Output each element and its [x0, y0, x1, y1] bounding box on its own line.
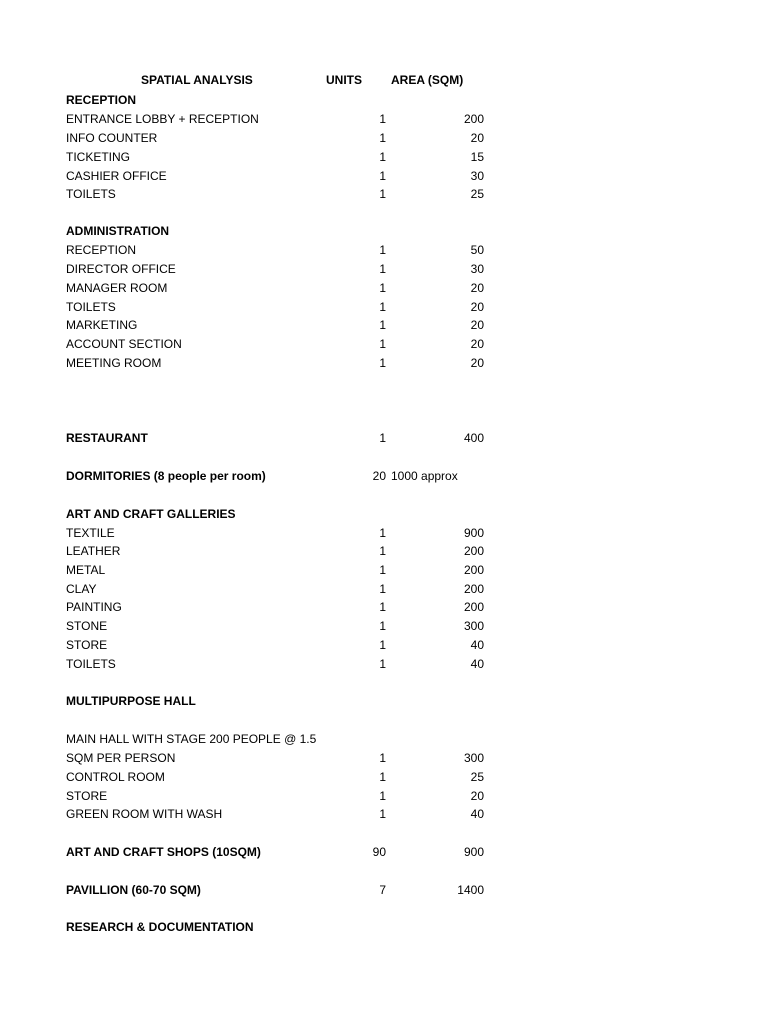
row-units: 1	[379, 657, 386, 671]
table-row-pavillion	[66, 882, 506, 898]
row-area: 400	[463, 431, 484, 445]
row-area: 900	[463, 845, 484, 859]
row-name: DIRECTOR OFFICE	[66, 262, 176, 276]
row-units: 90	[372, 845, 386, 859]
row-name: ENTRANCE LOBBY + RECEPTION	[66, 112, 259, 126]
row-name: ART AND CRAFT GALLERIES	[66, 507, 236, 521]
table-row-dormitories	[66, 468, 506, 484]
row-name: GREEN ROOM WITH WASH	[66, 807, 223, 821]
row-units: 1	[379, 770, 386, 784]
row-area: 1000 approx	[391, 469, 458, 483]
table-row-shops	[66, 844, 506, 860]
table-row	[66, 769, 506, 785]
row-name: RECEPTION	[66, 243, 137, 257]
table-row	[66, 355, 506, 371]
row-units: 1	[379, 751, 386, 765]
row-units: 1	[379, 281, 386, 295]
row-name: STONE	[66, 619, 108, 633]
row-area: 900	[463, 526, 484, 540]
row-units: 1	[379, 318, 386, 332]
row-name: ART AND CRAFT SHOPS (10SQM)	[66, 845, 261, 859]
row-name: PAINTING	[66, 600, 122, 614]
row-area: 200	[463, 582, 484, 596]
row-name: CONTROL ROOM	[66, 770, 165, 784]
row-name: MAIN HALL WITH STAGE 200 PEOPLE @ 1.5	[66, 732, 317, 746]
header-area: AREA (SQM)	[391, 73, 464, 87]
row-name: TICKETING	[66, 150, 131, 164]
table-row	[66, 806, 506, 822]
row-name: LEATHER	[66, 544, 121, 558]
table-row	[66, 562, 506, 578]
row-area: 200	[463, 563, 484, 577]
row-name: TOILETS	[66, 657, 116, 671]
row-units: 1	[379, 262, 386, 276]
row-units: 1	[379, 431, 386, 445]
row-name: PAVILLION (60-70 SQM)	[66, 883, 201, 897]
table-row	[66, 261, 506, 277]
row-area: 20	[470, 131, 484, 145]
row-units: 1	[379, 243, 386, 257]
row-units: 7	[379, 883, 386, 897]
row-area: 20	[470, 789, 484, 803]
row-units: 20	[372, 469, 386, 483]
table-row	[66, 543, 506, 559]
row-area: 20	[470, 356, 484, 370]
section-heading-administration	[66, 223, 506, 239]
table-row	[66, 618, 506, 634]
row-area: 15	[470, 150, 484, 164]
row-units: 1	[379, 150, 386, 164]
table-row-restaurant	[66, 430, 506, 446]
row-area: 40	[470, 807, 484, 821]
table-row	[66, 599, 506, 615]
row-units: 1	[379, 187, 386, 201]
section-heading-research	[66, 919, 506, 935]
table-row	[66, 168, 506, 184]
header-units: UNITS	[326, 73, 362, 87]
row-area: 40	[470, 657, 484, 671]
row-units: 1	[379, 563, 386, 577]
row-units: 1	[379, 356, 386, 370]
row-units: 1	[379, 807, 386, 821]
row-name: INFO COUNTER	[66, 131, 158, 145]
row-area: 300	[463, 751, 484, 765]
section-heading-multipurpose-hall	[66, 693, 506, 709]
row-area: 300	[463, 619, 484, 633]
row-area: 20	[470, 281, 484, 295]
row-name: ADMINISTRATION	[66, 224, 170, 238]
row-name: MEETING ROOM	[66, 356, 162, 370]
row-name: TEXTILE	[66, 526, 115, 540]
row-name: DORMITORIES (8 people per room)	[66, 469, 266, 483]
row-name: STORE	[66, 789, 108, 803]
row-area: 20	[470, 318, 484, 332]
table-row	[66, 299, 506, 315]
table-row	[66, 242, 506, 258]
table-row	[66, 149, 506, 165]
row-area: 30	[470, 262, 484, 276]
row-name: SQM PER PERSON	[66, 751, 176, 765]
table-row	[66, 750, 506, 766]
header-title: SPATIAL ANALYSIS	[141, 73, 253, 87]
row-name: CLAY	[66, 582, 97, 596]
row-name: TOILETS	[66, 187, 116, 201]
row-name: MULTIPURPOSE HALL	[66, 694, 196, 708]
row-units: 1	[379, 600, 386, 614]
row-name: MARKETING	[66, 318, 138, 332]
row-name: RECEPTION	[66, 93, 137, 107]
row-area: 20	[470, 300, 484, 314]
row-area: 50	[470, 243, 484, 257]
row-area: 30	[470, 169, 484, 183]
section-heading-galleries	[66, 506, 506, 522]
row-name: METAL	[66, 563, 106, 577]
row-units: 1	[379, 112, 386, 126]
row-area: 200	[463, 600, 484, 614]
row-units: 1	[379, 300, 386, 314]
row-area: 1400	[457, 883, 484, 897]
row-name: MANAGER ROOM	[66, 281, 168, 295]
row-name: TOILETS	[66, 300, 116, 314]
table-row	[66, 788, 506, 804]
table-row	[66, 581, 506, 597]
row-units: 1	[379, 544, 386, 558]
table-row	[66, 336, 506, 352]
row-units: 1	[379, 131, 386, 145]
row-area: 200	[463, 112, 484, 126]
row-units: 1	[379, 337, 386, 351]
table-row	[66, 317, 506, 333]
row-area: 20	[470, 337, 484, 351]
row-units: 1	[379, 582, 386, 596]
row-units: 1	[379, 619, 386, 633]
row-area: 25	[470, 187, 484, 201]
table-row	[66, 186, 506, 202]
row-units: 1	[379, 169, 386, 183]
row-area: 25	[470, 770, 484, 784]
section-heading-reception	[66, 92, 506, 108]
row-name: ACCOUNT SECTION	[66, 337, 182, 351]
row-area: 40	[470, 638, 484, 652]
table-row	[66, 656, 506, 672]
row-name: STORE	[66, 638, 108, 652]
table-row	[66, 111, 506, 127]
row-units: 1	[379, 526, 386, 540]
table-row	[66, 280, 506, 296]
row-units: 1	[379, 638, 386, 652]
table-row	[66, 525, 506, 541]
table-row	[66, 731, 506, 747]
row-name: CASHIER OFFICE	[66, 169, 167, 183]
table-row	[66, 130, 506, 146]
row-name: RESTAURANT	[66, 431, 148, 445]
row-units: 1	[379, 789, 386, 803]
row-name: RESEARCH & DOCUMENTATION	[66, 920, 254, 934]
table-row	[66, 637, 506, 653]
row-area: 200	[463, 544, 484, 558]
